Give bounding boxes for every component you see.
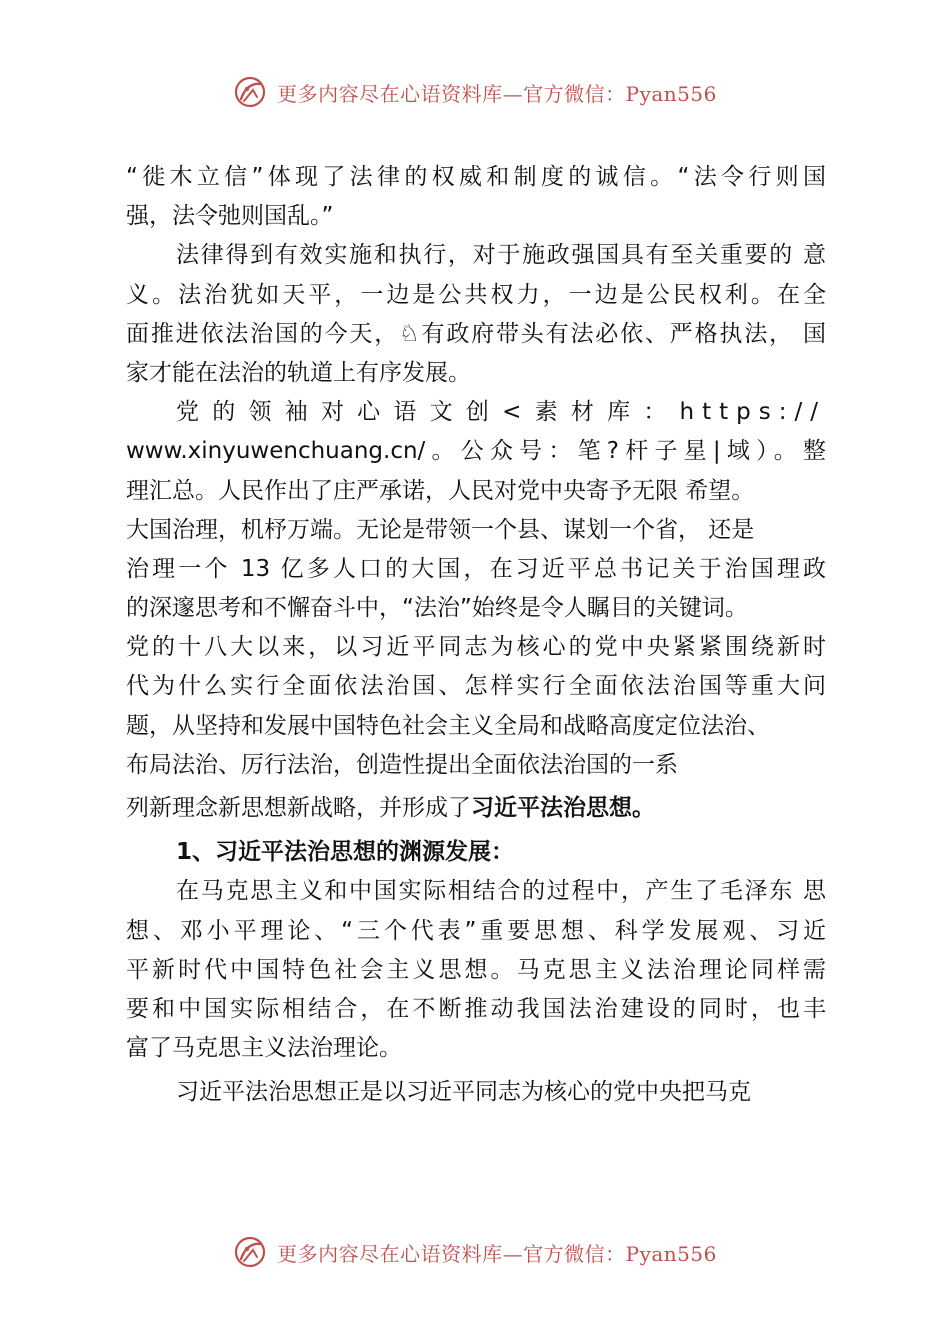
text-line: 习近平法治思想正是以习近平同志为核心的党中央把马克: [176, 1079, 751, 1106]
text-line: 大国治理，机杼万端。无论是带领一个县、谋划一个省， 还是: [126, 516, 755, 543]
text-line: 代为什么实行全面依法治国、怎样实行全面依法治国等重大问: [126, 673, 826, 700]
banner-text: 更多内容尽在心语资料库—官方微信：Pyan556: [277, 1241, 717, 1266]
text-line: “徙木立信”体现了法律的权威和制度的诚信。“法令行则国: [126, 164, 826, 190]
text-line: 法律得到有效实施和执行，对于施政强国具有至关重要的 意: [176, 242, 826, 269]
text-line: www.xinyuwenchuang.cn/。公众号：笔?杆子星|域）。整: [126, 438, 826, 465]
text-line: 富了马克思主义法治理论。: [126, 1035, 402, 1062]
text-line: 在马克思主义和中国实际相结合的过程中，产生了毛泽东 思: [176, 878, 826, 905]
text-line: 的深邃思考和不懈奋斗中，“法治”始终是令人瞩目的关键词。: [126, 595, 748, 622]
text-line-content: 党的领袖对心语文创<素材库：https://: [176, 399, 826, 426]
text-line: 布局法治、厉行法治，创造性提出全面依法治国的一系: [126, 751, 678, 778]
text-line: 平新时代中国特色社会主义思想。马克思主义法治理论同样需: [126, 956, 826, 983]
text-line: [126, 789, 826, 828]
text-line: [126, 393, 826, 432]
seal-logo-icon: [233, 1235, 267, 1269]
text-line: 义。法治犹如天平，一边是公共权力，一边是公民权利。在全: [126, 281, 826, 308]
text-line: 强，法令弛则国乱。”: [126, 203, 334, 230]
document-body: [126, 158, 826, 1113]
text-line: 治理一个 13 亿多人口的大国，在习近平总书记关于治国理政: [126, 555, 826, 582]
text-line-normal: 列新理念新思想新战略，并形成了: [126, 795, 471, 821]
header-banner: [0, 72, 950, 112]
banner-text: 更多内容尽在心语资料库—官方微信：Pyan556: [277, 81, 717, 106]
section-heading: 1、习近平法治思想的渊源发展：: [176, 839, 515, 866]
text-line: 想、邓小平理论、“三个代表”重要思想、科学发展观、习近: [126, 917, 826, 944]
text-line: 党的十八大以来，以习近平同志为核心的党中央紧紧围绕新时: [126, 634, 826, 661]
text-line: 理汇总。人民作出了庄严承诺，人民对党中央寄予无限 希望。: [126, 477, 755, 504]
footer-banner: [0, 1232, 950, 1272]
text-line: 要和中国实际相结合，在不断推动我国法治建设的同时，也丰: [126, 995, 826, 1022]
text-line: 面推进依法治国的今天，♘有政府带头有法必依、严格执法， 国: [126, 320, 826, 347]
emphasis-text: 习近平法治思想。: [471, 795, 655, 821]
seal-logo-icon: [233, 75, 267, 109]
text-line: 题，从坚持和发展中国特色社会主义全局和战略高度定位法治、: [126, 712, 770, 739]
text-line: 家才能在法治的轨道上有序发展。: [126, 359, 471, 386]
